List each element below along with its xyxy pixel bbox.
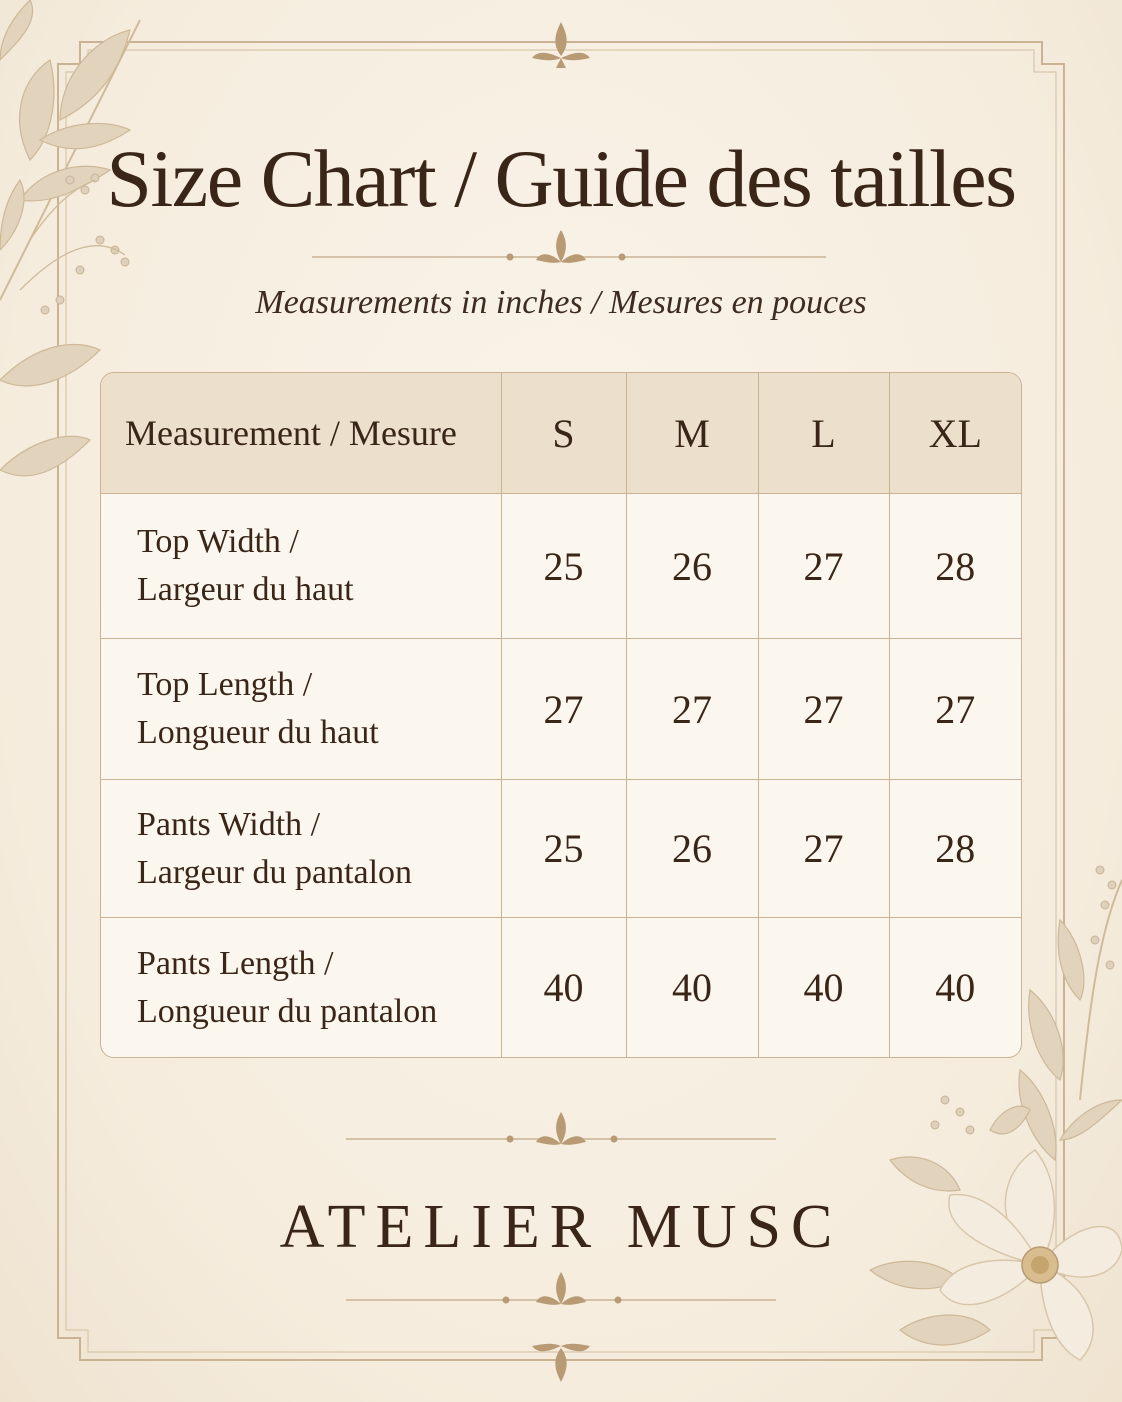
table-cell: 28	[889, 494, 1021, 639]
row-label-en: Top Width /	[137, 523, 299, 560]
page-subtitle: Measurements in inches / Mesures en pouces	[255, 284, 867, 321]
page-title: Size Chart / Guide des tailles	[106, 133, 1016, 224]
table-cell: 27	[889, 639, 1021, 780]
row-label	[101, 918, 501, 1058]
table-header-row	[101, 373, 1021, 494]
table-cell: 25	[501, 780, 626, 918]
row-label-en: Top Length /	[137, 666, 313, 703]
table-cell: 28	[889, 780, 1021, 918]
table-cell: 27	[758, 639, 889, 780]
table-row-pants-width	[101, 780, 1021, 918]
row-label-fr: Largeur du haut	[137, 571, 354, 608]
header-size-xl: XL	[889, 373, 1021, 494]
row-label-fr: Largeur du pantalon	[137, 853, 413, 891]
table-cell: 25	[501, 494, 626, 639]
brand-name: ATELIER MUSC	[279, 1193, 843, 1261]
top-frame-ornament	[532, 22, 590, 68]
table-cell: 27	[758, 494, 889, 639]
brand-divider-top	[346, 1112, 776, 1145]
table-cell: 40	[626, 918, 758, 1058]
table-cell: 40	[758, 918, 889, 1058]
row-label-fr: Longueur du haut	[137, 714, 379, 751]
table-row-top-length	[101, 639, 1021, 780]
header-size-m: M	[626, 373, 758, 494]
header-size-s: S	[501, 373, 626, 494]
bottom-frame-ornament	[532, 1344, 590, 1382]
title-divider	[312, 230, 826, 263]
table-cell: 26	[626, 494, 758, 639]
row-label	[101, 780, 501, 918]
table-cell: 40	[889, 918, 1021, 1058]
table-cell: 26	[626, 780, 758, 918]
table-cell: 40	[501, 918, 626, 1058]
brand-divider-bottom	[346, 1272, 776, 1305]
header-size-l: L	[758, 373, 889, 494]
row-label	[101, 494, 501, 639]
table-row-top-width	[101, 494, 1021, 639]
table-cell: 27	[626, 639, 758, 780]
row-label	[101, 639, 501, 780]
row-label-fr: Longueur du pantalon	[137, 992, 438, 1030]
table-row-pants-length	[101, 918, 1021, 1058]
table-cell: 27	[758, 780, 889, 918]
table-cell: 27	[501, 639, 626, 780]
header-measurement: Measurement / Mesure	[101, 373, 501, 494]
row-label-en: Pants Width /	[137, 805, 321, 843]
size-chart-table	[100, 372, 1022, 1058]
row-label-en: Pants Length /	[137, 944, 334, 982]
